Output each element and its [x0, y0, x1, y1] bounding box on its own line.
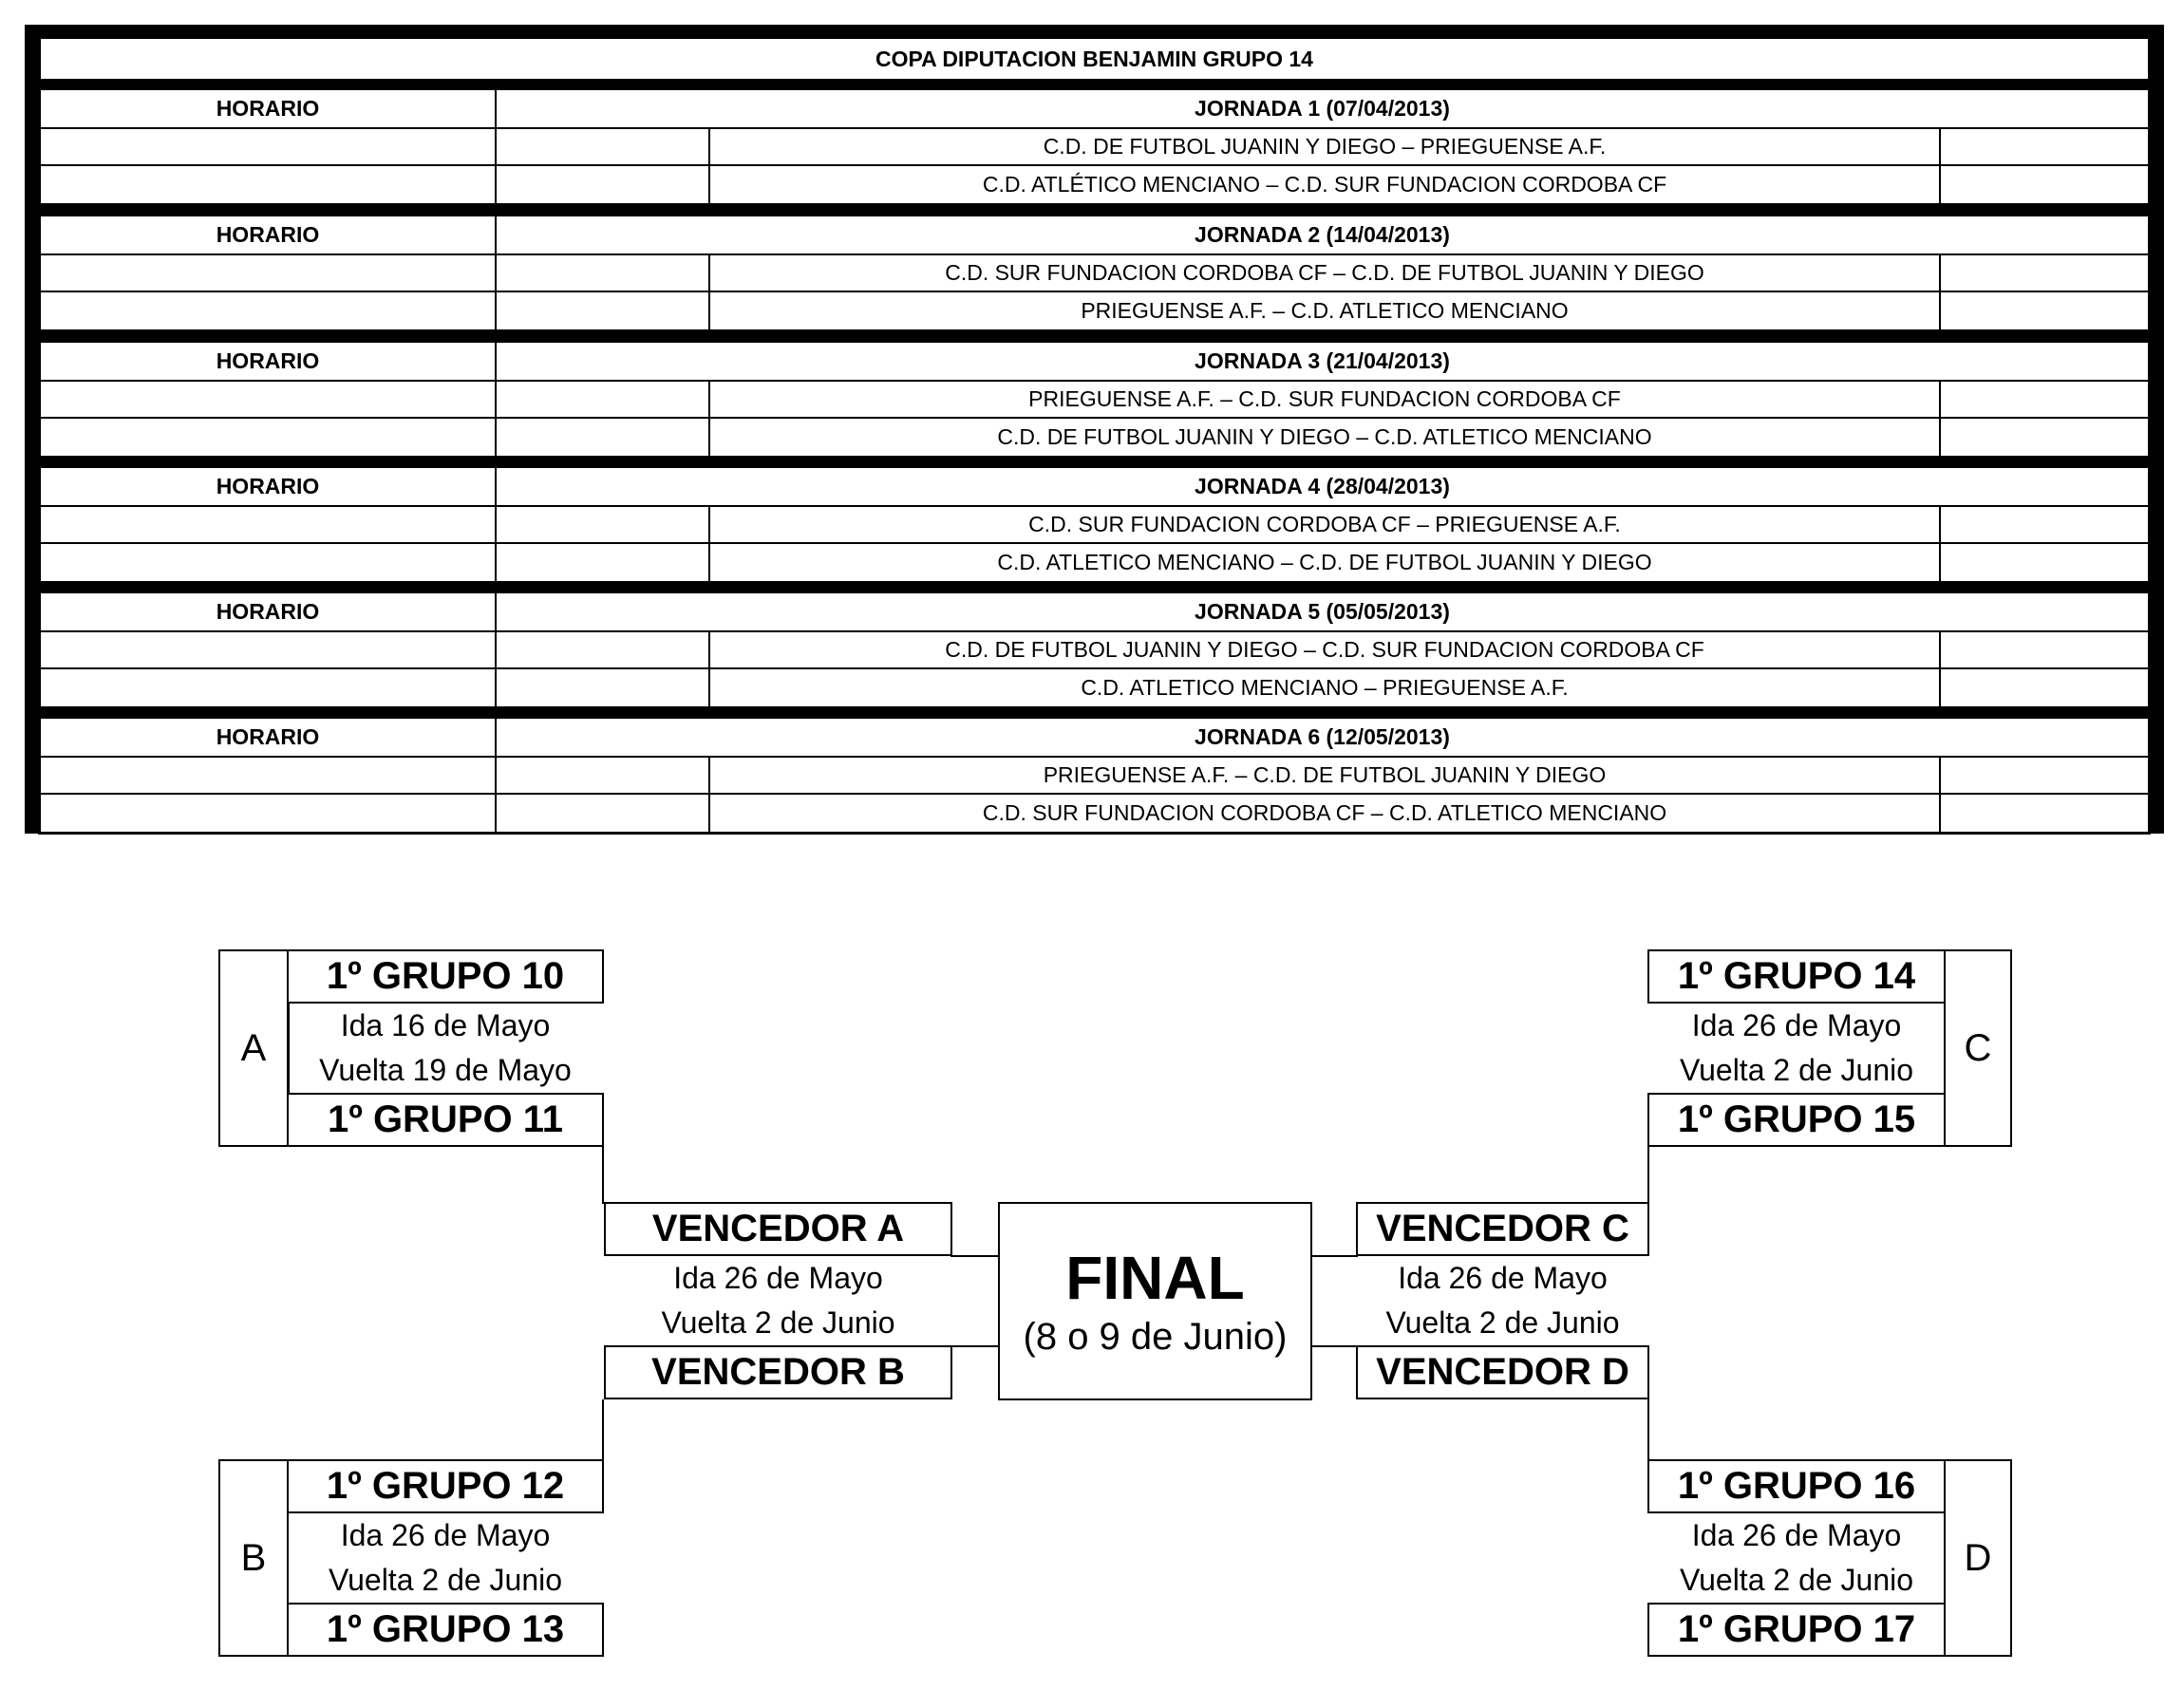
- bracket-b-vuelta: Vuelta 2 de Junio: [328, 1563, 563, 1597]
- bracket-c-bottom-team: 1º GRUPO 15: [1647, 1093, 1946, 1147]
- bracket-a-ida: Ida 16 de Mayo: [340, 1008, 551, 1042]
- horario-header: HORARIO: [41, 216, 497, 253]
- field-cell: [497, 795, 710, 832]
- match-cell: C.D. SUR FUNDACION CORDOBA CF – C.D. ATLETICO MENCIANO: [710, 795, 1941, 832]
- match-row: [41, 380, 2148, 417]
- match-cell: C.D. SUR FUNDACION CORDOBA CF – PRIEGUENSE A.F.: [710, 507, 1941, 542]
- field-cell: [497, 382, 710, 417]
- horario-cell: [41, 419, 497, 456]
- jornada-6: [38, 716, 2151, 835]
- bracket-a-top-team: 1º GRUPO 10: [287, 949, 604, 1004]
- schedule-table: [25, 25, 2164, 834]
- horario-cell: [41, 632, 497, 667]
- semi-left-bottom-team: VENCEDOR B: [604, 1345, 952, 1399]
- match-row: [41, 793, 2148, 832]
- result-cell: [1941, 795, 2148, 832]
- match-cell: C.D. DE FUTBOL JUANIN Y DIEGO – PRIEGUENSE A.F.: [710, 129, 1941, 164]
- connector-a-down: [602, 1147, 604, 1204]
- jornada-label: JORNADA 3 (21/04/2013): [1195, 348, 1450, 373]
- field-cell: [497, 544, 710, 581]
- jornada-header-row: [41, 216, 2148, 253]
- connector-b-up: [602, 1399, 604, 1461]
- match-row: [41, 667, 2148, 706]
- result-cell: [1941, 382, 2148, 417]
- jornada-label: JORNADA 5 (05/05/2013): [1195, 599, 1450, 624]
- match-row: [41, 505, 2148, 542]
- match-cell: C.D. ATLETICO MENCIANO – C.D. DE FUTBOL JUANIN Y DIEGO: [710, 544, 1941, 581]
- horario-cell: [41, 129, 497, 164]
- final-box: [998, 1202, 1312, 1400]
- field-cell: [497, 632, 710, 667]
- connector-semi-right-top: [1310, 1255, 1358, 1257]
- result-cell: [1941, 166, 2148, 203]
- horario-cell: [41, 758, 497, 793]
- horario-cell: [41, 795, 497, 832]
- field-cell: [497, 419, 710, 456]
- bracket-d-bottom-team: 1º GRUPO 17: [1647, 1603, 1946, 1657]
- bracket-c-top-team: 1º GRUPO 14: [1647, 949, 1946, 1004]
- field-cell: [497, 758, 710, 793]
- bracket-d-ida: Ida 26 de Mayo: [1691, 1518, 1902, 1552]
- jornada-3: [38, 340, 2151, 459]
- horario-cell: [41, 507, 497, 542]
- field-cell: [497, 166, 710, 203]
- horario-cell: [41, 292, 497, 329]
- bracket-a-letter: A: [218, 949, 289, 1147]
- result-cell: [1941, 758, 2148, 793]
- match-row: [41, 417, 2148, 456]
- jornada-2: [38, 214, 2151, 332]
- bracket-d-top-team: 1º GRUPO 16: [1647, 1459, 1946, 1513]
- bracket-a-divider: [288, 1004, 290, 1093]
- semi-right-vuelta: Vuelta 2 de Junio: [1385, 1305, 1620, 1340]
- bracket-a-bottom-team: 1º GRUPO 11: [287, 1093, 604, 1147]
- bracket-c-ida: Ida 26 de Mayo: [1691, 1008, 1902, 1042]
- bracket-b-ida: Ida 26 de Mayo: [340, 1518, 551, 1552]
- horario-cell: [41, 544, 497, 581]
- horario-cell: [41, 255, 497, 291]
- bracket-b-letter: B: [218, 1459, 289, 1657]
- semi-left-top-team: VENCEDOR A: [604, 1202, 952, 1256]
- bracket-a-vuelta: Vuelta 19 de Mayo: [319, 1053, 572, 1087]
- semi-left-dates: [604, 1256, 952, 1345]
- horario-header: HORARIO: [41, 719, 497, 756]
- match-cell: C.D. DE FUTBOL JUANIN Y DIEGO – C.D. ATLETICO MENCIANO: [710, 419, 1941, 456]
- bracket-d-dates: [1647, 1513, 1946, 1603]
- jornada-label: JORNADA 2 (14/04/2013): [1195, 222, 1450, 247]
- bracket-c-vuelta: Vuelta 2 de Junio: [1679, 1053, 1914, 1087]
- match-row: [41, 291, 2148, 329]
- jornada-header-row: [41, 719, 2148, 756]
- connector-semi-left-bottom: [950, 1345, 1000, 1347]
- bracket-c-dates: [1647, 1004, 1946, 1093]
- match-row: [41, 253, 2148, 291]
- result-cell: [1941, 292, 2148, 329]
- match-cell: PRIEGUENSE A.F. – C.D. ATLETICO MENCIANO: [710, 292, 1941, 329]
- horario-header: HORARIO: [41, 90, 497, 127]
- schedule-title: COPA DIPUTACION BENJAMIN GRUPO 14: [38, 36, 2151, 82]
- semi-left-ida: Ida 26 de Mayo: [673, 1261, 883, 1295]
- result-cell: [1941, 632, 2148, 667]
- match-cell: PRIEGUENSE A.F. – C.D. DE FUTBOL JUANIN Y DIEGO: [710, 758, 1941, 793]
- jornada-1: [38, 87, 2151, 206]
- result-cell: [1941, 255, 2148, 291]
- jornada-4: [38, 465, 2151, 584]
- connector-d-up: [1647, 1399, 1649, 1461]
- jornada-header-row: [41, 593, 2148, 630]
- match-cell: C.D. ATLETICO MENCIANO – PRIEGUENSE A.F.: [710, 669, 1941, 706]
- field-cell: [497, 129, 710, 164]
- bracket-c-letter: C: [1944, 949, 2012, 1147]
- bracket-a-dates: [287, 1004, 604, 1093]
- semi-right-top-team: VENCEDOR C: [1356, 1202, 1649, 1256]
- connector-c-down: [1647, 1147, 1649, 1204]
- bracket-d-letter: D: [1944, 1459, 2012, 1657]
- result-cell: [1941, 544, 2148, 581]
- horario-header: HORARIO: [41, 343, 497, 380]
- field-cell: [497, 292, 710, 329]
- jornada-header-row: [41, 468, 2148, 505]
- jornada-label: JORNADA 6 (12/05/2013): [1195, 724, 1450, 749]
- bracket-d-vuelta: Vuelta 2 de Junio: [1679, 1563, 1914, 1597]
- semi-right-ida: Ida 26 de Mayo: [1398, 1261, 1608, 1295]
- semi-right-dates: [1356, 1256, 1649, 1345]
- connector-semi-right-bottom: [1310, 1345, 1358, 1347]
- result-cell: [1941, 507, 2148, 542]
- result-cell: [1941, 419, 2148, 456]
- final-date: (8 o 9 de Junio): [1023, 1315, 1288, 1358]
- match-cell: C.D. DE FUTBOL JUANIN Y DIEGO – C.D. SUR FUNDACION CORDOBA CF: [710, 632, 1941, 667]
- horario-header: HORARIO: [41, 593, 497, 630]
- match-cell: PRIEGUENSE A.F. – C.D. SUR FUNDACION CORDOBA CF: [710, 382, 1941, 417]
- jornada-5: [38, 591, 2151, 709]
- match-row: [41, 630, 2148, 667]
- jornada-label: JORNADA 1 (07/04/2013): [1195, 96, 1450, 121]
- field-cell: [497, 255, 710, 291]
- jornada-label: JORNADA 4 (28/04/2013): [1195, 474, 1450, 498]
- bracket-b-top-team: 1º GRUPO 12: [287, 1459, 604, 1513]
- bracket-b-bottom-team: 1º GRUPO 13: [287, 1603, 604, 1657]
- match-row: [41, 164, 2148, 203]
- match-row: [41, 542, 2148, 581]
- horario-header: HORARIO: [41, 468, 497, 505]
- horario-cell: [41, 166, 497, 203]
- bracket-b-dates: [287, 1513, 604, 1603]
- connector-semi-left-top: [950, 1255, 1000, 1257]
- match-row: [41, 756, 2148, 793]
- semi-left-vuelta: Vuelta 2 de Junio: [661, 1305, 895, 1340]
- result-cell: [1941, 669, 2148, 706]
- horario-cell: [41, 382, 497, 417]
- jornada-header-row: [41, 343, 2148, 380]
- horario-cell: [41, 669, 497, 706]
- jornada-header-row: [41, 90, 2148, 127]
- semi-right-bottom-team: VENCEDOR D: [1356, 1345, 1649, 1399]
- field-cell: [497, 669, 710, 706]
- match-cell: C.D. SUR FUNDACION CORDOBA CF – C.D. DE FUTBOL JUANIN Y DIEGO: [710, 255, 1941, 291]
- result-cell: [1941, 129, 2148, 164]
- match-row: [41, 127, 2148, 164]
- match-cell: C.D. ATLÉTICO MENCIANO – C.D. SUR FUNDACION CORDOBA CF: [710, 166, 1941, 203]
- field-cell: [497, 507, 710, 542]
- final-title: FINAL: [1065, 1243, 1245, 1312]
